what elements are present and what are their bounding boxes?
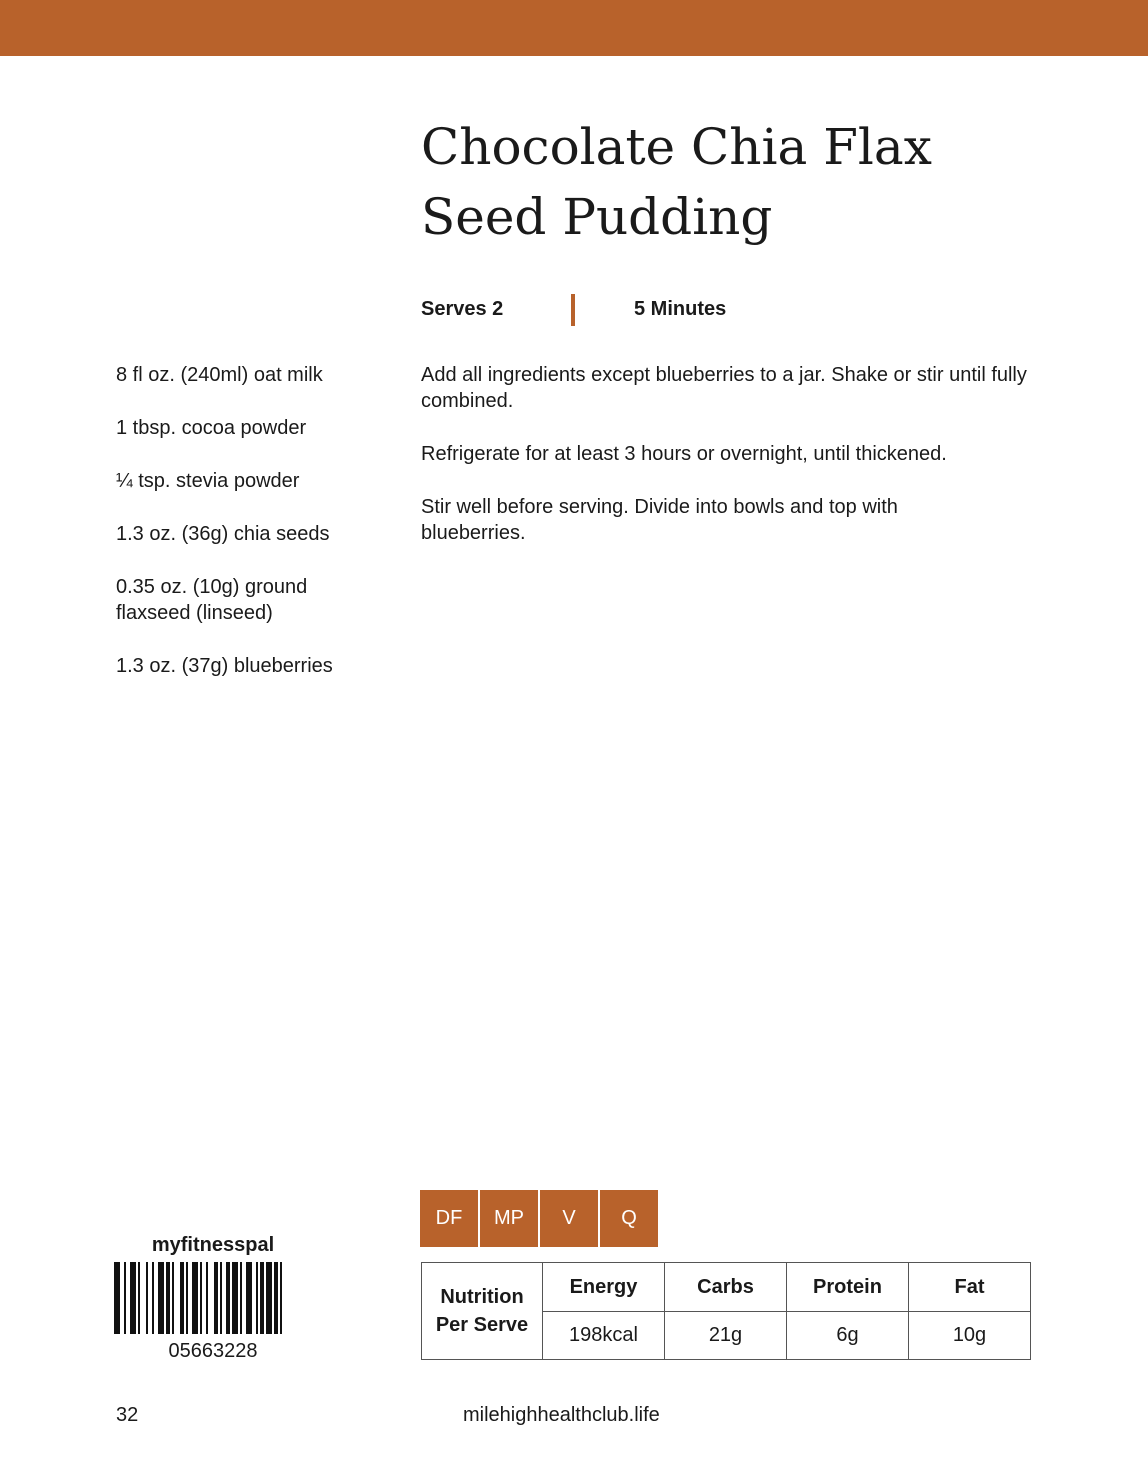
servings: Serves 2 xyxy=(421,298,504,320)
header-bar xyxy=(0,0,1148,56)
ingredient-item: ¼ tsp. stevia powder xyxy=(116,470,300,492)
recipe-title-line-1: Chocolate Chia Flax xyxy=(421,118,932,176)
myfitnesspal-barcode xyxy=(112,1232,314,1364)
barcode-icon xyxy=(112,1262,314,1334)
method-step: Stir well before serving. Divide into bowls and top with blueberries. xyxy=(421,496,898,544)
recipe-title-line-2: Seed Pudding xyxy=(421,188,773,246)
diet-tag: Q xyxy=(600,1190,658,1247)
ingredient-item: 0.35 oz. (10g) ground flaxseed (linseed) xyxy=(116,576,308,624)
nutrition-value-fat: 10g xyxy=(909,1312,1031,1360)
nutrition-header-fat: Fat xyxy=(909,1263,1031,1312)
ingredient-item: 1.3 oz. (37g) blueberries xyxy=(116,655,333,677)
nutrition-label xyxy=(422,1263,543,1360)
nutrition-label-line-2: Per Serve xyxy=(435,1314,529,1336)
prep-time: 5 Minutes xyxy=(634,298,727,320)
footer-url: milehighhealthclub.life xyxy=(463,1404,660,1426)
diet-tag: DF xyxy=(420,1190,478,1247)
diet-tag: MP xyxy=(480,1190,538,1247)
nutrition-table xyxy=(421,1262,1031,1360)
barcode-number: 05663228 xyxy=(168,1340,258,1362)
diet-tags xyxy=(420,1190,660,1247)
ingredient-item: 1.3 oz. (36g) chia seeds xyxy=(116,523,330,545)
nutrition-value-energy: 198kcal xyxy=(543,1312,665,1360)
method-step: Refrigerate for at least 3 hours or overnight, until thickened. xyxy=(421,443,947,465)
method-steps xyxy=(421,362,1031,573)
barcode-brand: myfitnesspal xyxy=(151,1234,275,1256)
nutrition-header-energy: Energy xyxy=(543,1263,665,1312)
nutrition-label-line-1: Nutrition xyxy=(440,1286,524,1308)
ingredient-item: 8 fl oz. (240ml) oat milk xyxy=(116,364,323,386)
meta-divider xyxy=(571,294,575,326)
ingredient-item: 1 tbsp. cocoa powder xyxy=(116,417,307,439)
page-number: 32 xyxy=(116,1404,139,1426)
nutrition-value-carbs: 21g xyxy=(665,1312,787,1360)
method-step: Add all ingredients except blueberries to a jar. Shake or stir until fully combined. xyxy=(421,364,1027,412)
recipe-title xyxy=(421,112,1021,252)
nutrition-value-protein: 6g xyxy=(787,1312,909,1360)
nutrition-header-carbs: Carbs xyxy=(665,1263,787,1312)
ingredients-list xyxy=(116,362,386,706)
diet-tag: V xyxy=(540,1190,598,1247)
nutrition-header-protein: Protein xyxy=(787,1263,909,1312)
